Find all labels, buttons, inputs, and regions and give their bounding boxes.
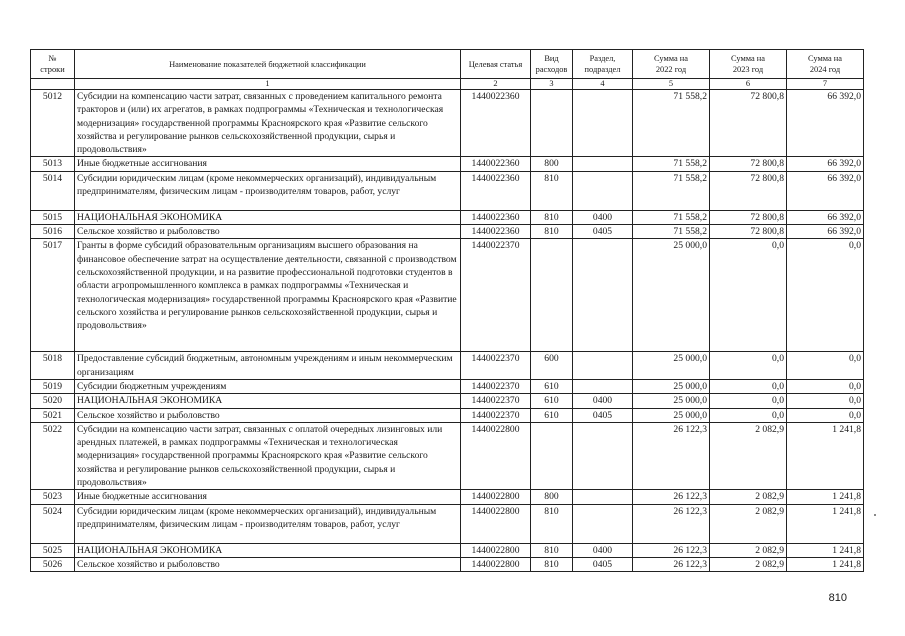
row-sum-2022: 71 558,2 <box>633 171 710 210</box>
row-expense-type: 810 <box>531 543 573 557</box>
row-sum-2022: 71 558,2 <box>633 90 710 157</box>
row-expense-type <box>531 422 573 489</box>
row-sum-2022: 26 122,3 <box>633 422 710 489</box>
scan-speck <box>874 514 876 516</box>
row-section <box>573 157 633 171</box>
table-header-row <box>31 50 864 79</box>
row-name: Гранты в форме субсидий образовательным организациям высшего образования на финансовое обеспечение затрат на осуществление деятельности, связанной с производством сельскохозяйственной продукции, и на развитие профессиональной подготовки студентов в области агропромышленного комплекса в рамках подпрограммы «Техническая и технологическая модернизация» государственной программы Красноярского края «Развитие сельского хозяйства и регулирование рынков сельскохозяйственной продукции, сырья и продовольствия» <box>75 239 461 352</box>
row-sum-2023: 2 082,9 <box>710 557 787 571</box>
page-number: 810 <box>828 592 847 604</box>
header-sum-2023: Сумма на 2023 год <box>710 50 787 79</box>
header-target-code: Целевая статья <box>461 50 531 79</box>
row-name: Субсидии на компенсацию части затрат, связанных с оплатой очередных лизинговых или арендных платежей, в рамках подпрограммы «Техническая и технологическая модернизация» государственной программы Красноярского края «Развитие сельского хозяйства и регулирование рынков сельскохозяйственной продукции, сырья и продовольствия» <box>75 422 461 489</box>
row-target-code: 1440022800 <box>461 557 531 571</box>
column-number: 7 <box>787 79 864 90</box>
column-number: 4 <box>573 79 633 90</box>
row-target-code: 1440022360 <box>461 90 531 157</box>
row-section <box>573 171 633 210</box>
row-sum-2022: 26 122,3 <box>633 490 710 504</box>
table-row <box>31 408 864 422</box>
row-sum-2022: 71 558,2 <box>633 210 710 224</box>
row-target-code: 1440022360 <box>461 225 531 239</box>
row-number: 5012 <box>31 90 75 157</box>
row-sum-2024: 0,0 <box>787 352 864 380</box>
row-sum-2022: 26 122,3 <box>633 557 710 571</box>
row-number: 5026 <box>31 557 75 571</box>
row-number: 5020 <box>31 394 75 408</box>
table-body <box>31 90 864 572</box>
row-section <box>573 379 633 393</box>
row-sum-2023: 0,0 <box>710 394 787 408</box>
column-number: 6 <box>710 79 787 90</box>
row-number: 5021 <box>31 408 75 422</box>
row-number: 5019 <box>31 379 75 393</box>
table-row <box>31 394 864 408</box>
row-name: Субсидии юридическим лицам (кроме некоммерческих организаций), индивидуальным предпринимателям, физическим лицам - производителям товаров, работ, услуг <box>75 504 461 543</box>
header-name: Наименование показателей бюджетной классификации <box>75 50 461 79</box>
row-sum-2022: 25 000,0 <box>633 352 710 380</box>
row-number: 5022 <box>31 422 75 489</box>
row-sum-2023: 0,0 <box>710 379 787 393</box>
table-row <box>31 171 864 210</box>
row-section: 0400 <box>573 394 633 408</box>
row-target-code: 1440022800 <box>461 490 531 504</box>
row-expense-type <box>531 90 573 157</box>
row-name: Субсидии на компенсацию части затрат, связанных с проведением капитального ремонта тракторов и (или) их агрегатов, в рамках подпрограммы «Техническая и технологическая модернизация» государственной программы Красноярского края «Развитие сельского хозяйства и регулирование рынков сельскохозяйственной продукции, сырья и продовольствия» <box>75 90 461 157</box>
row-number: 5017 <box>31 239 75 352</box>
row-name: Иные бюджетные ассигнования <box>75 157 461 171</box>
row-expense-type: 810 <box>531 225 573 239</box>
table-row <box>31 504 864 543</box>
row-target-code: 1440022370 <box>461 379 531 393</box>
row-name: Сельское хозяйство и рыболовство <box>75 408 461 422</box>
row-expense-type: 610 <box>531 379 573 393</box>
header-expense-type: Вид расходов <box>531 50 573 79</box>
row-expense-type: 810 <box>531 557 573 571</box>
row-sum-2022: 25 000,0 <box>633 379 710 393</box>
row-name: Иные бюджетные ассигнования <box>75 490 461 504</box>
row-section: 0405 <box>573 557 633 571</box>
row-name: НАЦИОНАЛЬНАЯ ЭКОНОМИКА <box>75 543 461 557</box>
row-expense-type: 800 <box>531 490 573 504</box>
row-section <box>573 352 633 380</box>
row-number: 5014 <box>31 171 75 210</box>
row-sum-2024: 0,0 <box>787 379 864 393</box>
row-target-code: 1440022360 <box>461 210 531 224</box>
row-expense-type <box>531 239 573 352</box>
row-sum-2023: 72 800,8 <box>710 225 787 239</box>
row-sum-2023: 0,0 <box>710 352 787 380</box>
row-sum-2023: 72 800,8 <box>710 210 787 224</box>
row-sum-2022: 25 000,0 <box>633 394 710 408</box>
row-target-code: 1440022370 <box>461 394 531 408</box>
row-sum-2024: 0,0 <box>787 394 864 408</box>
row-sum-2024: 0,0 <box>787 239 864 352</box>
row-sum-2023: 72 800,8 <box>710 157 787 171</box>
row-sum-2024: 66 392,0 <box>787 157 864 171</box>
row-sum-2024: 66 392,0 <box>787 90 864 157</box>
row-sum-2022: 71 558,2 <box>633 225 710 239</box>
row-sum-2023: 2 082,9 <box>710 543 787 557</box>
row-sum-2022: 71 558,2 <box>633 157 710 171</box>
row-target-code: 1440022370 <box>461 352 531 380</box>
row-expense-type: 810 <box>531 210 573 224</box>
row-expense-type: 810 <box>531 171 573 210</box>
row-expense-type: 600 <box>531 352 573 380</box>
row-name: НАЦИОНАЛЬНАЯ ЭКОНОМИКА <box>75 210 461 224</box>
row-sum-2024: 1 241,8 <box>787 543 864 557</box>
row-target-code: 1440022800 <box>461 422 531 489</box>
row-sum-2024: 66 392,0 <box>787 171 864 210</box>
row-sum-2022: 26 122,3 <box>633 543 710 557</box>
column-number: 3 <box>531 79 573 90</box>
row-sum-2023: 0,0 <box>710 408 787 422</box>
row-section: 0400 <box>573 543 633 557</box>
table-row <box>31 422 864 489</box>
row-sum-2022: 25 000,0 <box>633 239 710 352</box>
row-section <box>573 239 633 352</box>
row-sum-2024: 1 241,8 <box>787 504 864 543</box>
row-number: 5013 <box>31 157 75 171</box>
row-section: 0400 <box>573 210 633 224</box>
row-sum-2024: 1 241,8 <box>787 557 864 571</box>
row-section <box>573 90 633 157</box>
row-sum-2023: 72 800,8 <box>710 90 787 157</box>
row-number: 5024 <box>31 504 75 543</box>
row-number: 5015 <box>31 210 75 224</box>
row-target-code: 1440022370 <box>461 239 531 352</box>
row-section: 0405 <box>573 225 633 239</box>
row-target-code: 1440022360 <box>461 157 531 171</box>
row-sum-2024: 0,0 <box>787 408 864 422</box>
column-number: 1 <box>75 79 461 90</box>
row-section <box>573 422 633 489</box>
row-expense-type: 610 <box>531 394 573 408</box>
row-name: НАЦИОНАЛЬНАЯ ЭКОНОМИКА <box>75 394 461 408</box>
row-target-code: 1440022800 <box>461 504 531 543</box>
row-number: 5018 <box>31 352 75 380</box>
row-sum-2024: 1 241,8 <box>787 490 864 504</box>
row-number: 5023 <box>31 490 75 504</box>
row-number: 5025 <box>31 543 75 557</box>
row-expense-type: 810 <box>531 504 573 543</box>
row-name: Субсидии бюджетным учреждениям <box>75 379 461 393</box>
table-row <box>31 225 864 239</box>
row-expense-type: 800 <box>531 157 573 171</box>
column-number-row <box>31 79 864 90</box>
header-section: Раздел, подраздел <box>573 50 633 79</box>
header-sum-2024: Сумма на 2024 год <box>787 50 864 79</box>
row-section <box>573 504 633 543</box>
row-expense-type: 610 <box>531 408 573 422</box>
table-row <box>31 239 864 352</box>
table-row <box>31 543 864 557</box>
table-row <box>31 157 864 171</box>
header-sum-2022: Сумма на 2022 год <box>633 50 710 79</box>
row-sum-2023: 2 082,9 <box>710 504 787 543</box>
table-row <box>31 352 864 380</box>
table-row <box>31 210 864 224</box>
budget-table <box>30 49 864 572</box>
row-sum-2022: 25 000,0 <box>633 408 710 422</box>
table-row <box>31 90 864 157</box>
row-sum-2024: 66 392,0 <box>787 225 864 239</box>
row-sum-2023: 72 800,8 <box>710 171 787 210</box>
row-sum-2022: 26 122,3 <box>633 504 710 543</box>
row-sum-2023: 2 082,9 <box>710 422 787 489</box>
row-target-code: 1440022360 <box>461 171 531 210</box>
row-section <box>573 490 633 504</box>
row-sum-2024: 1 241,8 <box>787 422 864 489</box>
table-row <box>31 379 864 393</box>
row-number: 5016 <box>31 225 75 239</box>
table-row <box>31 557 864 571</box>
row-sum-2024: 66 392,0 <box>787 210 864 224</box>
row-sum-2023: 2 082,9 <box>710 490 787 504</box>
row-target-code: 1440022800 <box>461 543 531 557</box>
row-name: Сельское хозяйство и рыболовство <box>75 557 461 571</box>
header-row-number: № строки <box>31 50 75 79</box>
row-name: Предоставление субсидий бюджетным, автономным учреждениям и иным некоммерческим организациям <box>75 352 461 380</box>
column-number: 2 <box>461 79 531 90</box>
row-sum-2023: 0,0 <box>710 239 787 352</box>
row-section: 0405 <box>573 408 633 422</box>
row-name: Субсидии юридическим лицам (кроме некоммерческих организаций), индивидуальным предпринимателям, физическим лицам - производителям товаров, работ, услуг <box>75 171 461 210</box>
row-name: Сельское хозяйство и рыболовство <box>75 225 461 239</box>
column-number: 5 <box>633 79 710 90</box>
table-row <box>31 490 864 504</box>
row-target-code: 1440022370 <box>461 408 531 422</box>
column-number-blank <box>31 79 75 90</box>
